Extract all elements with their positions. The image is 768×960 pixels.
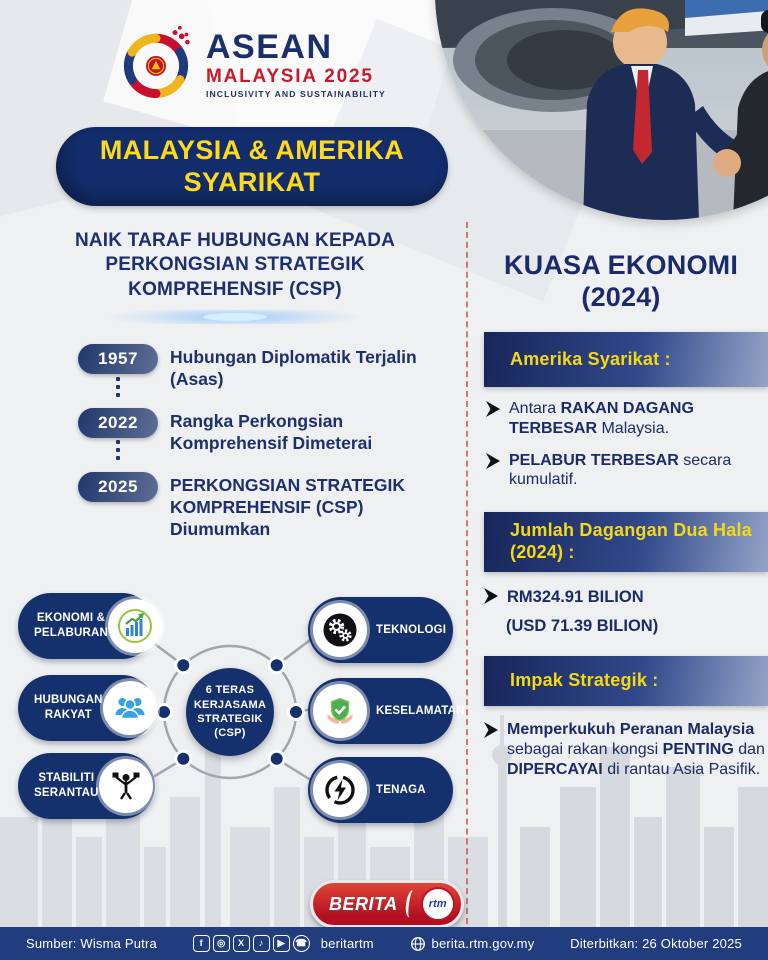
section-title: Jumlah Dagangan Dua Hala (2024) :: [510, 520, 752, 563]
section-title: Impak Strategik :: [510, 670, 659, 691]
rtm-logo-text: rtm: [428, 898, 447, 910]
people-icon: [103, 681, 157, 735]
main-title-banner: [56, 127, 448, 206]
berita-logo-text: BERITA: [329, 893, 398, 914]
trade-value-usd: (USD 71.39 BILION): [506, 617, 659, 636]
timeline-row: [78, 472, 450, 540]
asean-logo-tagline: INCLUSIVITY AND SUSTAINABILITY: [206, 88, 386, 99]
section-title: Amerika Syarikat :: [510, 348, 671, 369]
trade-value-rm: RM324.91 BILION: [507, 588, 644, 607]
arrow-bullet-icon: [484, 722, 498, 779]
pillar-label: EKONOMI & PELABURAN: [34, 612, 108, 639]
arrow-bullet-icon: [486, 453, 500, 491]
pillar-keselamatan: [308, 678, 465, 744]
glow-divider: [60, 310, 410, 324]
timeline-row: [78, 408, 450, 454]
arrow-bullet-icon: [486, 401, 500, 439]
tiktok-icon: ♪: [253, 935, 270, 952]
timeline-year-badge: 1957: [78, 344, 158, 374]
asean-malaysia-2025-logo: [116, 22, 386, 106]
footer-website: berita.rtm.gov.my: [431, 936, 535, 951]
pillar-label: TENAGA: [376, 783, 426, 796]
arrow-bullet-icon: [484, 588, 498, 609]
bullet-text: Antara RAKAN DAGANG TERBESAR Malaysia.: [509, 400, 694, 437]
timeline-row: [78, 344, 450, 390]
pillar-label: HUBUNGAN RAKYAT: [34, 694, 103, 721]
footer-website-group: [410, 936, 535, 952]
globe-icon: [410, 936, 426, 952]
timeline-text: PERKONGSIAN STRATEGIK KOMPREHENSIF (CSP) Diumumkan: [170, 475, 405, 540]
timeline-text: Rangka Perkongsian Komprehensif Dimeterai: [170, 411, 373, 454]
timeline-connector-dots: [116, 377, 120, 397]
pillar-label: STABILITI SERANTAU: [34, 772, 99, 799]
csp-pillars-diagram: [0, 585, 470, 835]
trade-value: [484, 588, 768, 636]
timeline: [78, 344, 450, 558]
timeline-text: Hubungan Diplomatik Terjalin (Asas): [170, 347, 417, 390]
bullet-item: [484, 720, 768, 779]
timeline-year-badge: 2022: [78, 408, 158, 438]
pillar-stabiliti-serantau: [18, 753, 155, 819]
energy-icon: [313, 763, 367, 817]
subtitle: NAIK TARAF HUBUNGAN KEPADA PERKONGSIAN STRATEGIK KOMPREHENSIF (CSP): [74, 230, 396, 300]
pillar-tenaga: [308, 757, 453, 823]
pillar-label: KESELAMATAN: [376, 704, 465, 717]
berita-rtm-logo: [310, 880, 464, 928]
pillar-hubungan-rakyat: [18, 675, 155, 741]
whatsapp-icon: ☎: [293, 935, 310, 952]
right-panel-heading: KUASA EKONOMI (2024): [503, 250, 739, 312]
section-banner-impak-strategik: [484, 656, 768, 706]
shield-check-icon: [313, 684, 367, 738]
facebook-icon: f: [193, 935, 210, 952]
right-panel: [484, 332, 768, 780]
footer-source: Sumber: Wisma Putra: [26, 936, 157, 951]
timeline-connector-dots: [116, 440, 120, 460]
berita-logo-swoosh: [404, 889, 421, 919]
section-banner-jumlah-dagangan: [484, 512, 768, 572]
footer-bar: [0, 927, 768, 960]
bullet-item: [486, 399, 768, 439]
bullet-text: Memperkukuh Peranan Malaysia sebagai rakan kongsi PENTING dan DIPERCAYAI di rantau Asia Pasifik.: [507, 721, 765, 778]
pillar-ekonomi-pelaburan: [18, 593, 155, 659]
x-icon: X: [233, 935, 250, 952]
instagram-icon: ◎: [213, 935, 230, 952]
pillar-teknologi: [308, 597, 453, 663]
footer-social: [193, 935, 374, 952]
diagram-center-node: [186, 668, 274, 756]
rtm-emblem: [421, 887, 455, 921]
footer-handle: beritartm: [320, 936, 374, 951]
bullet-item: [486, 451, 768, 491]
footer-published: Diterbitkan: 26 Oktober 2025: [570, 936, 742, 951]
timeline-year-badge: 2025: [78, 472, 158, 502]
section-banner-amerika-syarikat: [484, 332, 768, 387]
asean-swirl-icon: [116, 22, 196, 106]
gears-icon: [313, 603, 367, 657]
main-title: MALAYSIA & AMERIKA SYARIKAT: [99, 135, 405, 197]
asean-logo-year: MALAYSIA 2025: [206, 65, 374, 87]
bar-chart-icon: [108, 599, 162, 653]
bullet-text: PELABUR TERBESAR secara kumulatif.: [509, 451, 732, 489]
diagram-center-label: 6 TERAS KERJASAMA STRATEGIK (CSP): [193, 684, 267, 740]
youtube-icon: ▶: [273, 935, 290, 952]
person-flags-icon: [99, 759, 153, 813]
asean-logo-name: ASEAN: [206, 27, 333, 66]
pillar-label: TEKNOLOGI: [376, 623, 447, 636]
